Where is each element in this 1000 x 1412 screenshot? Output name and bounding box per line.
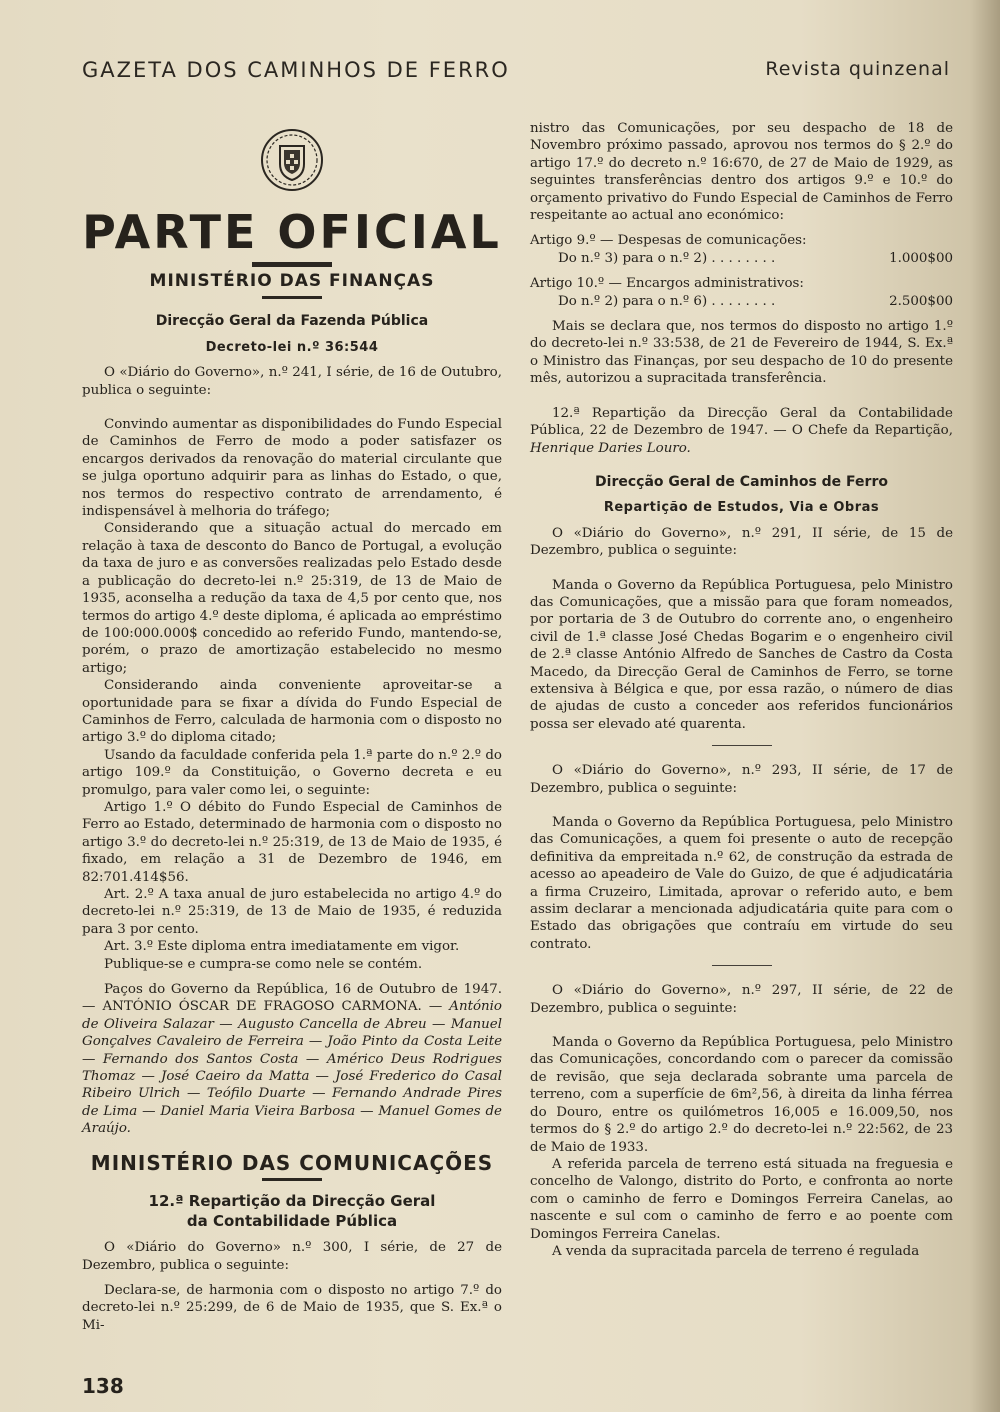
page-number: 138 [82, 1374, 124, 1398]
signatories: António de Oliveira Salazar — Augusto Cancella de Abreu — Manuel Gonçalves Cavaleiro de Ferreira — João Pinto da Costa Leite — Fernando dos Santos Costa — Américo Deus Rodrigues Thomaz — José Caeiro da Matta — José Frederico do Casal Ribeiro Ulrich — Teófilo Duarte — Fernando Andrade Pires de Lima — Daniel Maria Vieira Barbosa — Manuel Gomes de Araújo. [82, 999, 502, 1137]
budget-row-label: Do n.º 3) para o n.º 2) . . . . . . . . [558, 250, 776, 266]
paragraph: nistro das Comunicações, por seu despacho de 18 de Novembro próximo passado, aprovou nos termos do § 2.º do artigo 17.º do decreto n.º 16:670, de 27 de Maio de 1929, as seguintes transferências dentro dos artigos 9.º e 10.º do orçamento privativo do Fundo Especial de Caminhos de Ferro respeitante ao actual ano económico: [530, 121, 953, 224]
journal-frequency: Revista quinzenal [765, 58, 950, 80]
direction-heading-2: Direcção Geral de Caminhos de Ferro [595, 473, 888, 490]
paragraph: Declara-se, de harmonia com o disposto no artigo 7.º do decreto-lei n.º 25:299, de 6 de Maio de 1935, que S. Ex.ª o Mi- [82, 1282, 502, 1333]
coat-of-arms-icon [260, 128, 324, 192]
paragraph: O «Diário do Governo», n.º 291, II série, de 15 de Dezembro, publica o seguinte: [530, 525, 953, 559]
repartition-heading-2: Repartição de Estudos, Via e Obras [603, 500, 880, 516]
closing-text: 12.ª Repartição da Direcção Geral da Contabilidade Pública, 22 de Dezembro de 1947. — O Chefe da Repartição, [530, 405, 953, 439]
left-column [82, 120, 502, 1334]
paragraph: O «Diário do Governo», n.º 293, II série, de 17 de Dezembro, publica o seguinte: [530, 763, 953, 796]
title-rule [252, 262, 332, 267]
paragraph: A venda da supracitada parcela de terreno é regulada [552, 1243, 920, 1259]
repartition-heading-line1: 12.ª Repartição da Direcção Geral [148, 1192, 436, 1211]
paragraph: Usando da faculdade conferida pela 1.ª parte do n.º 2.º do artigo 109.º da Constituição, o Governo decreta e eu promulgo, para valer como lei, o seguinte: [82, 747, 502, 798]
journal-title: GAZETA DOS CAMINHOS DE FERRO [82, 58, 510, 82]
ministry-heading: MINISTÉRIO DAS FINANÇAS [149, 271, 435, 291]
chief-signature: Henrique Daries Louro. [530, 440, 691, 456]
paragraph: Mais se declara que, nos termos do disposto no artigo 1.º do decreto-lei n.º 33:538, de 21 de Fevereiro de 1944, S. Ex.ª o Ministro das Finanças, por seu despacho de 10 do presente mês, autorizou a supracitada transferência. [530, 319, 953, 387]
signature-paragraph [82, 981, 502, 1138]
budget-row-value: 1.000$00 [889, 250, 953, 266]
closing-paragraph [530, 405, 953, 457]
direction-heading: Direcção Geral da Fazenda Pública [155, 313, 429, 330]
budget-row-label: Do n.º 2) para o n.º 6) . . . . . . . . [558, 293, 776, 309]
signature-date: Paços do Governo da República, 16 de Outubro de 1947. — ANTÓNIO ÓSCAR DE FRAGOSO CARMONA. — [82, 982, 502, 1015]
budget-row-value: 2.500$00 [889, 293, 953, 309]
article-paragraph: Art. 2.º A taxa anual de juro estabelecida no artigo 4.º do decreto-lei n.º 25:319, de 13 de Maio de 1935, é reduzida para 3 por cento. [82, 887, 502, 937]
paragraph: Considerando ainda conveniente aproveitar-se a oportunidade para se fixar a dívida do Fundo Especial de Caminhos de Ferro, calculada de harmonia com o disposto no artigo 3.º do diploma citado; [82, 678, 502, 746]
paragraph: A referida parcela de terreno está situada na freguesia e concelho de Valongo, distrito do Porto, e confronta ao norte com o caminho de ferro e Domingos Ferreira Canelas, ao nascente e sul com o caminho de ferro e ao poente com Domingos Ferreira Canelas. [530, 1156, 953, 1242]
paragraph: O «Diário do Governo», n.º 241, I série, de 16 de Outubro, publica o seguinte: [82, 365, 502, 398]
right-column [530, 120, 953, 1260]
ministry-rule [262, 296, 322, 299]
paragraph: O «Diário do Governo», n.º 297, II série, de 22 de Dezembro, publica o seguinte: [530, 983, 953, 1016]
article-paragraph: Art. 3.º Este diploma entra imediatamente em vigor. [104, 939, 460, 955]
budget-article-10: Artigo 10.º — Encargos administrativos: [530, 276, 804, 292]
budget-row-10 [530, 293, 953, 310]
article-paragraph: Artigo 1.º O débito do Fundo Especial de Caminhos de Ferro ao Estado, determinado de harmonia com o disposto no artigo 3.º do decreto-lei n.º 25:319, de 13 de Maio de 1935, é fixado, em relação a 31 de Dezembro de 1946, em 82:701.414$56. [82, 799, 502, 885]
separator-rule [712, 745, 772, 746]
decree-heading: Decreto-lei n.º 36:544 [205, 339, 379, 355]
running-header [82, 58, 950, 88]
budget-row-9 [530, 250, 953, 267]
ministry-rule-2 [262, 1178, 322, 1181]
paragraph: Considerando que a situação actual do mercado em relação à taxa de desconto do Banco de Portugal, a evolução da taxa de juro e as conversões realizadas pelo Estado desde a publicação do decreto-lei n.º 25:319, de 13 de Maio de 1935, aconselha a redução da taxa de 4,5 por cento que, nos termos do artigo 4.º deste diploma, é aplicada ao empréstimo de 100:000.000$ concedido ao referido Fundo, mantendo-se, porém, o prazo de amortização estabelecido no mesmo artigo; [82, 521, 502, 676]
section-title: PARTE OFICIAL [82, 205, 502, 259]
budget-article-9: Artigo 9.º — Despesas de comunicações: [530, 233, 807, 249]
repartition-heading-line2: da Contabilidade Pública [186, 1212, 398, 1231]
paragraph: Manda o Governo da República Portuguesa, pelo Ministro das Comunicações, a quem foi presente o auto de recepção definitiva da empreitada n.º 62, de construção da estrada de acesso ao apeadeiro de Vale do Guizo, de que é adjudicatária a firma Cruzeiro, Limitada, aprovar o referido auto, e bem assim declarar a mencionada adjudicatária quite para com o Estado das obrigações que contraíu em virtude do seu contrato. [530, 815, 953, 952]
paragraph: O «Diário do Governo» n.º 300, I série, de 27 de Dezembro, publica o seguinte: [82, 1240, 502, 1273]
paragraph: Publique-se e cumpra-se como nele se contém. [104, 956, 423, 972]
paragraph: Manda o Governo da República Portuguesa, pelo Ministro das Comunicações, concordando com o parecer da comissão de revisão, que seja declarada sobrante uma parcela de terreno, com a superfície de 6m²,56, à direita da linha férrea do Douro, entre os quilómetros 16,005 e 16.009,50, nos termos do § 2.º do artigo 2.º do decreto-lei n.º 22:562, de 23 de Maio de 1933. [530, 1035, 953, 1155]
paragraph: Convindo aumentar as disponibilidades do Fundo Especial de Caminhos de Ferro de modo a poder satisfazer os encargos derivados da renovação do material circulante que se julga oportuno adquirir para as linhas do Estado, o que, nos termos do respectivo contrato de arrendamento, é indispensável à melhoria do tráfego; [82, 417, 502, 520]
ministry-heading-2: MINISTÉRIO DAS COMUNICAÇÕES [90, 1150, 494, 1175]
paragraph: Manda o Governo da República Portuguesa, pelo Ministro das Comunicações, que a missão para que foram nomeados, por portaria de 3 de Outubro do corrente ano, o engenheiro civil de 1.ª classe José Chedas Bogarim e o engenheiro civil de 2.ª classe António Alfredo de Sanches de Castro da Costa Macedo, da Direcção Geral de Caminhos de Ferro, se torne extensiva à Bélgica e que, por essa razão, o número de dias de ajudas de custo a conceder aos referidos funcionários possa ser elevado até quarenta. [530, 577, 953, 732]
separator-rule [712, 965, 772, 966]
